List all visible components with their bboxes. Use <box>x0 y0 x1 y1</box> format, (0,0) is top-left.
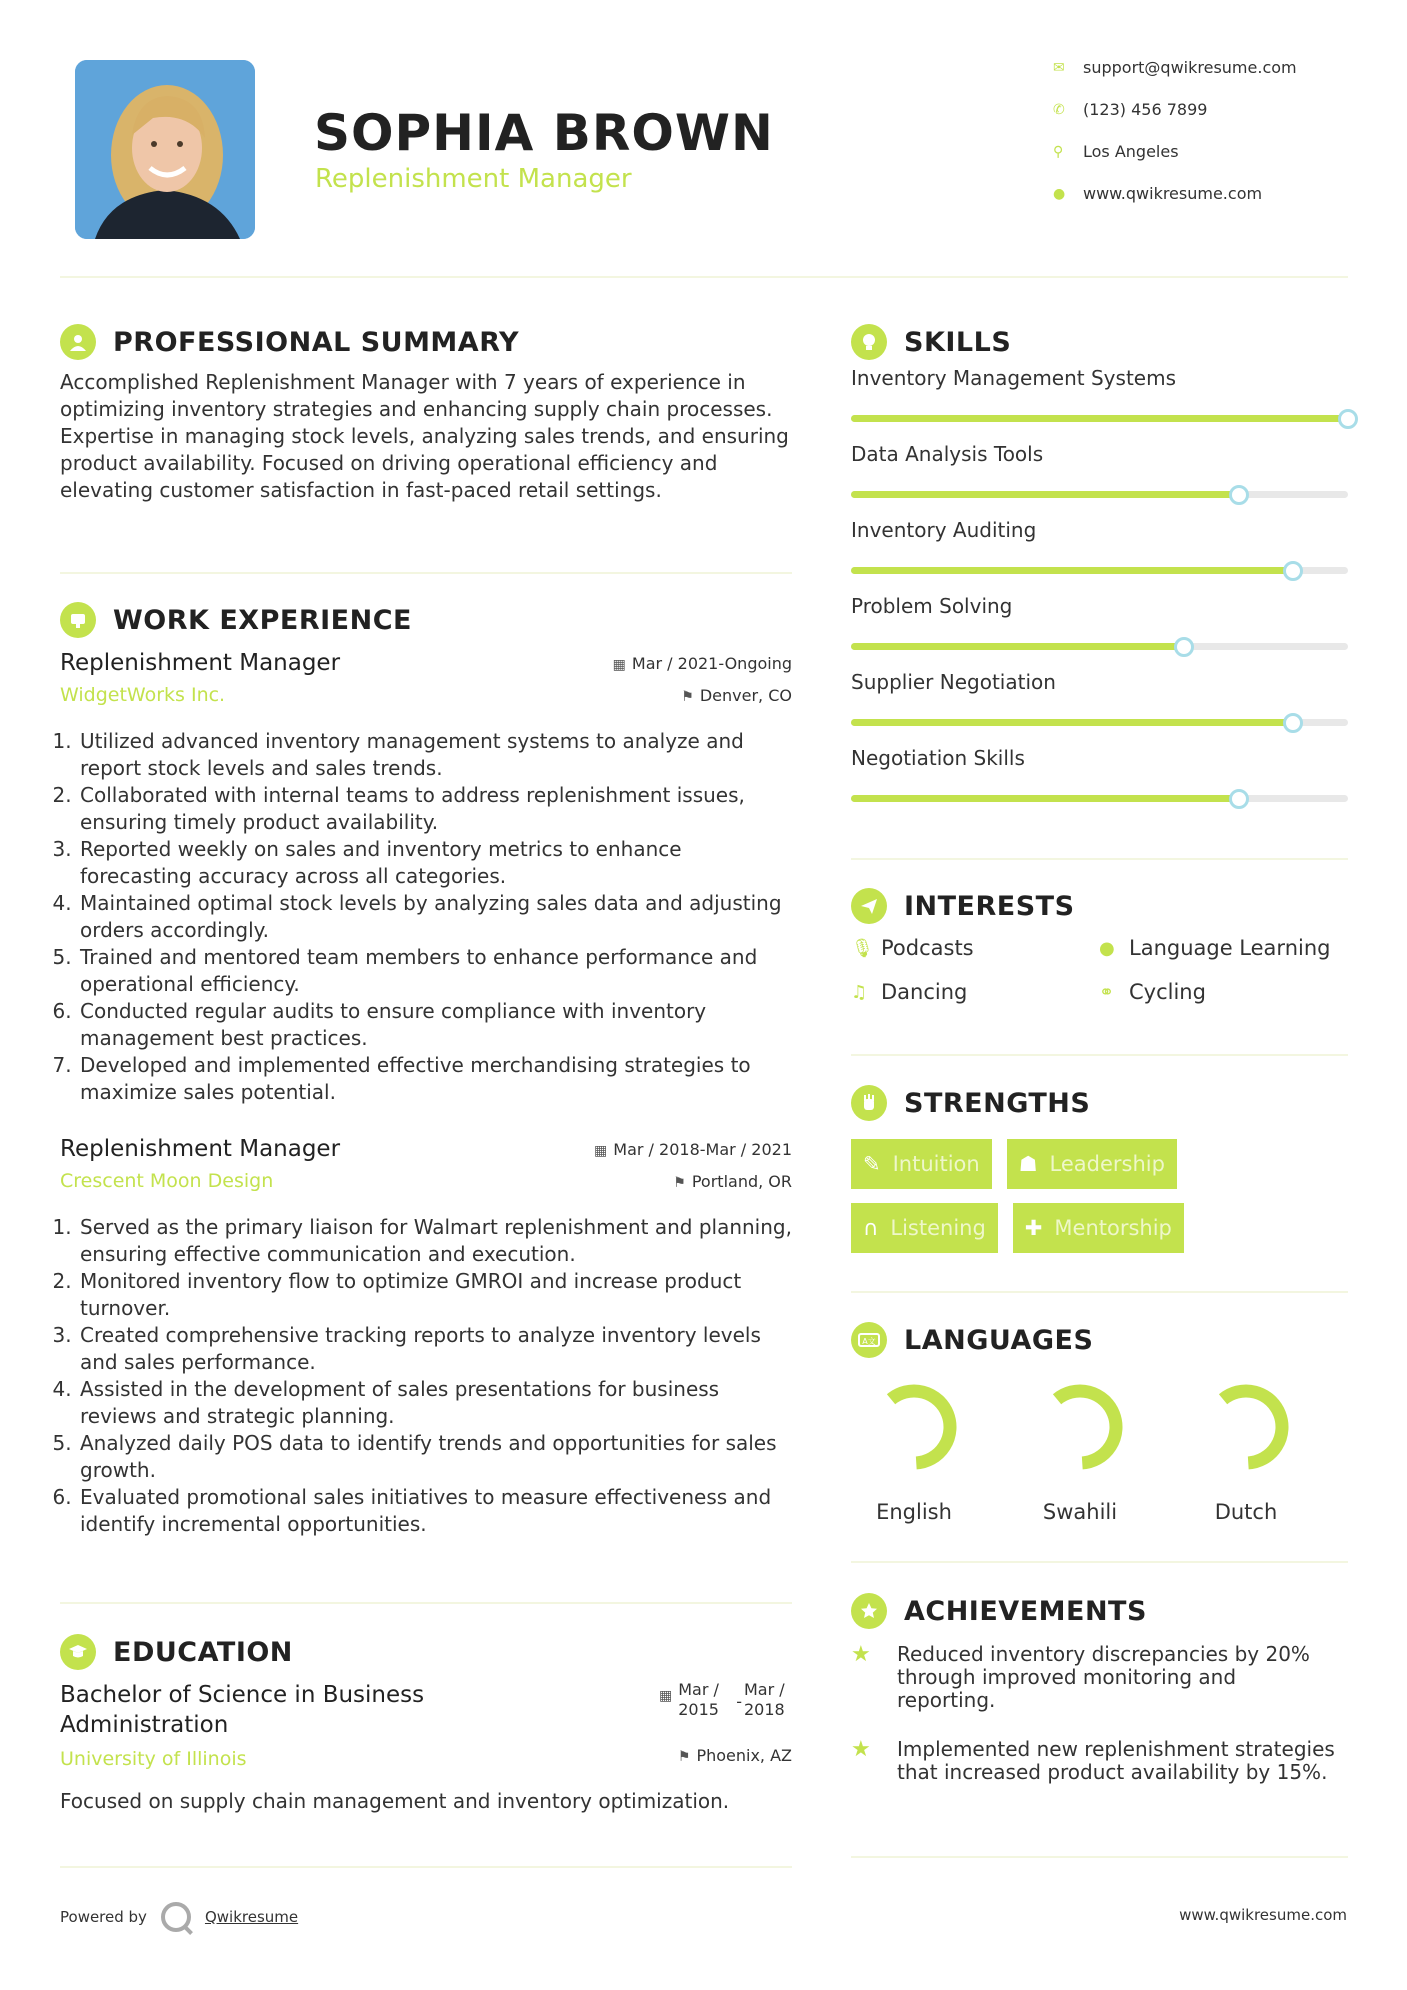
education-header <box>60 1680 792 1784</box>
skills-divider <box>851 858 1348 860</box>
list-item: 7. Developed and implemented effective merchandising strategies to maximize sales potential. <box>78 1052 792 1106</box>
skill-name: Supplier Negotiation <box>851 670 1056 694</box>
skill-bar-fill <box>851 643 1184 650</box>
strength-tag <box>1007 1139 1177 1189</box>
strengths-list <box>851 1139 1251 1253</box>
skill-bar-fill <box>851 719 1293 726</box>
contact-phone[interactable] <box>1053 100 1383 119</box>
interests-heading: INTERESTS <box>904 890 1075 922</box>
strength-tag <box>851 1139 992 1189</box>
paper-plane-icon <box>851 888 887 924</box>
lightbulb-icon <box>851 324 887 360</box>
job-location <box>681 686 792 705</box>
list-item: 5. Analyzed daily POS data to identify trends and opportunities for sales growth. <box>78 1430 792 1484</box>
summary-divider <box>60 572 792 574</box>
job-title: Replenishment Manager <box>60 1136 341 1162</box>
graduation-icon <box>60 1634 96 1670</box>
language-name: Swahili <box>1042 1500 1118 1524</box>
magic-wand-icon: ✎ <box>863 1152 881 1176</box>
skill-bar <box>851 643 1348 650</box>
job-header <box>60 1136 792 1200</box>
language-name: English <box>876 1500 952 1524</box>
skill-bar-fill <box>851 567 1293 574</box>
achievements-section <box>851 1593 1348 1784</box>
interests-divider <box>851 1054 1348 1056</box>
education-location-text: Phoenix, AZ <box>696 1746 792 1765</box>
interest-label: Language Learning <box>1129 936 1331 960</box>
skill-name: Negotiation Skills <box>851 746 1025 770</box>
job-company: WidgetWorks Inc. <box>60 684 226 706</box>
pin-icon: ⚑ <box>681 689 694 705</box>
interest-label: Podcasts <box>881 936 974 960</box>
qwikresume-logo-icon <box>161 1902 191 1932</box>
summary-section <box>60 324 792 504</box>
list-item <box>1099 936 1348 960</box>
list-item: 3. Reported weekly on sales and inventory metrics to enhance forecasting accuracy across all categories. <box>78 836 792 890</box>
list-item: 3. Created comprehensive tracking reports to analyze inventory levels and sales performance. <box>78 1322 792 1376</box>
contact-location <box>1053 142 1383 161</box>
experience-section <box>60 602 792 1538</box>
strength-tag <box>1013 1203 1184 1253</box>
skill-bar <box>851 415 1348 422</box>
contact-email-text: support@qwikresume.com <box>1083 58 1297 77</box>
strength-tag <box>851 1203 998 1253</box>
skill-item <box>851 670 1348 746</box>
list-item: 1. Served as the primary liaison for Walmart replenishment and planning, ensuring effective communication and execution. <box>78 1214 792 1268</box>
microphone-icon: 🎙︎ <box>851 937 874 959</box>
language-item <box>1163 1382 1329 1524</box>
skill-item <box>851 594 1348 670</box>
footer-powered-by[interactable] <box>60 1902 298 1932</box>
skill-item <box>851 746 1348 822</box>
achievement-text: Reduced inventory discrepancies by 20% through improved monitoring and reporting. <box>897 1642 1310 1712</box>
education-date <box>659 1680 792 1720</box>
list-item: 5. Trained and mentored team members to enhance performance and operational efficiency. <box>78 944 792 998</box>
list-item: 2. Collaborated with internal teams to address replenishment issues, ensuring timely product availability. <box>78 782 792 836</box>
hand-icon <box>851 1085 887 1121</box>
job-date <box>613 654 792 673</box>
education-school: University of Illinois <box>60 1748 247 1770</box>
candidate-name: SOPHIA BROWN <box>314 104 774 162</box>
summary-text: Accomplished Replenishment Manager with 7 years of experience in optimizing inventory strategies and enhancing supply chain processes. Expertise in managing stock levels, analyzing sales trends, and ensuring product availability. Focused on driving operational efficiency and elevating customer satisfaction in fast-paced retail settings. <box>60 370 789 502</box>
education-location <box>678 1746 792 1765</box>
skill-bar-knob <box>1229 485 1249 505</box>
job-location-text: Denver, CO <box>699 686 792 705</box>
location-icon: ⚲ <box>1053 143 1064 160</box>
job-date-text: Mar / 2018-Mar / 2021 <box>613 1140 792 1159</box>
strengths-divider <box>851 1291 1348 1293</box>
contact-location-text: Los Angeles <box>1083 142 1179 161</box>
group-icon: ☗ <box>1018 1152 1038 1176</box>
education-section <box>60 1634 792 1815</box>
languages-heading: LANGUAGES <box>904 1324 1094 1356</box>
skill-bar <box>851 567 1348 574</box>
email-icon: ✉ <box>1053 59 1065 76</box>
skill-bar-knob <box>1174 637 1194 657</box>
language-ring <box>869 1382 959 1472</box>
language-ring-arc <box>891 1391 950 1463</box>
calendar-icon: ▦ <box>612 657 626 673</box>
skill-bar <box>851 795 1348 802</box>
skill-bar-fill <box>851 491 1239 498</box>
globe-icon: ● <box>1053 185 1066 202</box>
skill-bar <box>851 719 1348 726</box>
summary-heading: PROFESSIONAL SUMMARY <box>113 326 520 358</box>
skill-bar-knob <box>1229 789 1249 809</box>
list-item <box>1099 980 1348 1004</box>
list-item: 6. Evaluated promotional sales initiatives to measure effectiveness and identify incremental opportunities. <box>78 1484 792 1538</box>
strengths-heading: STRENGTHS <box>904 1087 1091 1119</box>
language-item <box>831 1382 997 1524</box>
profile-photo <box>75 60 255 239</box>
contact-phone-text: (123) 456 7899 <box>1083 100 1208 119</box>
language-item <box>997 1382 1163 1524</box>
strength-label: Listening <box>890 1216 986 1240</box>
music-note-icon: ♫ <box>851 981 868 1003</box>
education-date-sep: - <box>736 1692 742 1711</box>
education-degree: Bachelor of Science in Business Administration <box>60 1682 425 1738</box>
language-ring <box>1035 1382 1125 1472</box>
job-title: Replenishment Manager <box>60 650 341 676</box>
skill-bar-knob <box>1283 713 1303 733</box>
skill-name: Inventory Auditing <box>851 518 1037 542</box>
star-icon: ★ <box>851 1642 871 1667</box>
list-item <box>851 1643 1348 1712</box>
achievements-divider <box>851 1856 1348 1858</box>
achievements-list <box>851 1643 1348 1784</box>
list-item <box>851 936 1099 960</box>
skill-bar-fill <box>851 415 1348 422</box>
list-item: 2. Monitored inventory flow to optimize GMROI and increase product turnover. <box>78 1268 792 1322</box>
list-item: 4. Assisted in the development of sales presentations for business reviews and strategic planning. <box>78 1376 792 1430</box>
language-name: Dutch <box>1214 1500 1278 1524</box>
education-date-start: Mar / 2015 <box>678 1680 719 1719</box>
job-location <box>673 1172 792 1191</box>
skill-bar-knob <box>1283 561 1303 581</box>
contact-website-text: www.qwikresume.com <box>1083 184 1263 203</box>
list-item <box>851 980 1099 1004</box>
star-icon: ★ <box>851 1737 871 1762</box>
svg-text:A文: A文 <box>862 1337 876 1346</box>
list-item: 1. Utilized advanced inventory management systems to analyze and report stock levels and sales trends. <box>78 728 792 782</box>
skill-name: Data Analysis Tools <box>851 442 1044 466</box>
contact-email[interactable] <box>1053 58 1383 77</box>
briefcase-icon <box>60 602 96 638</box>
language-ring <box>1201 1382 1291 1472</box>
list-item <box>851 1738 1348 1784</box>
interests-list <box>851 936 1348 1004</box>
list-item: 4. Maintained optimal stock levels by analyzing sales data and adjusting orders accordingly. <box>78 890 792 944</box>
skill-item <box>851 442 1348 518</box>
language-icon <box>851 1322 887 1358</box>
candidate-title: Replenishment Manager <box>315 164 632 194</box>
interest-label: Dancing <box>881 980 968 1004</box>
skill-bar <box>851 491 1348 498</box>
headphones-icon: ∩ <box>863 1216 879 1240</box>
calendar-icon: ▦ <box>658 1688 673 1704</box>
interest-label: Cycling <box>1129 980 1206 1004</box>
skill-bar-knob <box>1338 409 1358 429</box>
skills-list <box>851 366 1348 822</box>
job-header <box>60 650 792 714</box>
skills-heading: SKILLS <box>904 326 1012 358</box>
header-divider <box>60 276 1348 278</box>
bicycle-icon: ⚭ <box>1099 981 1115 1003</box>
pin-icon: ⚑ <box>673 1175 686 1191</box>
languages-divider <box>851 1561 1348 1563</box>
skill-item <box>851 518 1348 594</box>
job-company: Crescent Moon Design <box>60 1170 274 1192</box>
contact-website[interactable] <box>1053 184 1383 203</box>
strength-label: Intuition <box>892 1152 980 1176</box>
skills-section <box>851 324 1348 822</box>
strengths-section <box>851 1085 1348 1253</box>
user-plus-icon: ✚ <box>1024 1216 1043 1240</box>
job-duties <box>60 728 792 1106</box>
languages-section <box>851 1322 1348 1524</box>
strength-label: Mentorship <box>1054 1216 1172 1240</box>
job-duties <box>60 1214 792 1538</box>
brand-link[interactable]: Qwikresume <box>204 1908 299 1926</box>
education-heading: EDUCATION <box>113 1636 293 1668</box>
strength-label: Leadership <box>1049 1152 1165 1176</box>
skill-bar-fill <box>851 795 1239 802</box>
language-ring-arc <box>1057 1391 1116 1463</box>
calendar-icon: ▦ <box>594 1143 608 1159</box>
pin-icon: ⚑ <box>677 1749 691 1765</box>
footer-url[interactable]: www.qwikresume.com <box>1179 1906 1347 1924</box>
powered-by-text: Powered by <box>60 1908 147 1926</box>
interests-section <box>851 888 1348 1004</box>
job-date <box>594 1140 792 1159</box>
experience-heading: WORK EXPERIENCE <box>113 604 412 636</box>
education-divider <box>60 1866 792 1868</box>
education-text: Focused on supply chain management and inventory optimization. <box>60 1789 730 1813</box>
experience-divider <box>60 1602 792 1604</box>
achievements-heading: ACHIEVEMENTS <box>904 1595 1147 1627</box>
achievement-text: Implemented new replenishment strategies that increased product availability by 15%. <box>897 1737 1335 1784</box>
globe-icon: ● <box>1099 937 1115 959</box>
education-date-end: Mar / 2018 <box>744 1680 785 1719</box>
skill-name: Problem Solving <box>851 594 1013 618</box>
phone-icon: ✆ <box>1053 101 1065 118</box>
award-icon <box>851 1593 887 1629</box>
job-location-text: Portland, OR <box>691 1172 792 1191</box>
job-date-text: Mar / 2021-Ongoing <box>631 654 792 673</box>
skill-name: Inventory Management Systems <box>851 366 1176 390</box>
language-ring-arc <box>1223 1391 1282 1463</box>
languages-list <box>831 1382 1348 1524</box>
list-item: 6. Conducted regular audits to ensure compliance with inventory management best practices. <box>78 998 792 1052</box>
user-icon <box>60 324 96 360</box>
skill-item <box>851 366 1348 442</box>
